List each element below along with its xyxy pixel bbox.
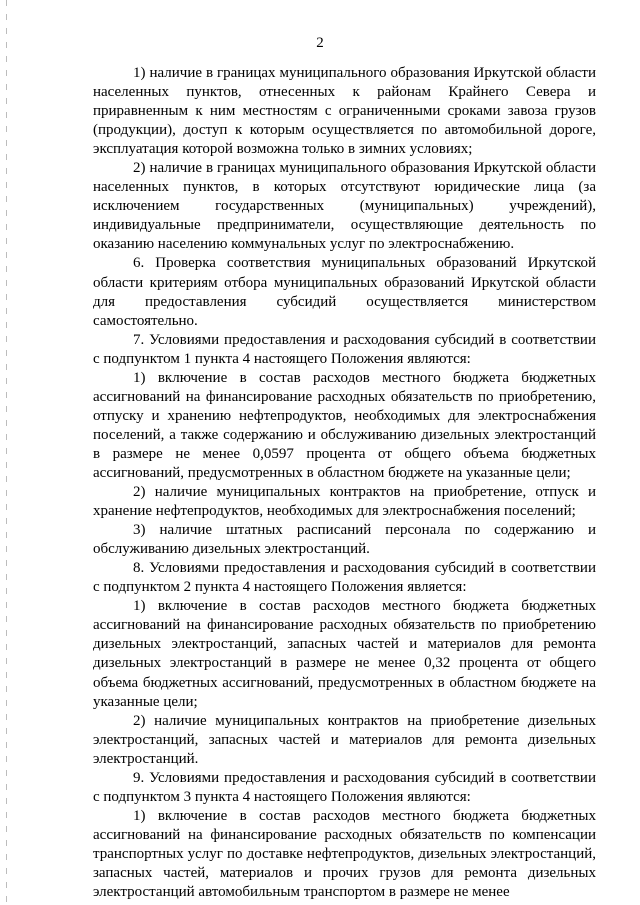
scan-edge-mark — [6, 0, 7, 905]
paragraph-section-7: 7. Условиями предоставления и расходования субсидий в соответствии с подпунктом 1 пункта 4 настоящего Положения являются: — [93, 331, 596, 367]
paragraph-section-8-item-2: 2) наличие муниципальных контрактов на приобретение дизельных электростанций, запасных частей и материалов для ремонта дизельных электростанций. — [93, 712, 596, 767]
paragraph-section-8-item-1: 1) включение в состав расходов местного бюджета бюджетных ассигнований на финансирование расходных обязательств по приобретению дизельных электростанций, запасных частей и материалов для ремонта дизельных электростанций в размере не менее 0,32 процента от общего объема бюджетных ассигнований, предусмотренных в областном бюджете на указанные цели; — [93, 598, 596, 710]
document-body — [93, 64, 596, 902]
paragraph-section-6: 6. Проверка соответствия муниципальных образований Иркутской области критериям отбора муниципальных образований Иркутской области для предоставления субсидий осуществляется министерством самостоятельно. — [93, 255, 596, 329]
paragraph-section-7-item-2: 2) наличие муниципальных контрактов на приобретение, отпуск и хранение нефтепродуктов, необходимых для электроснабжения поселений; — [93, 484, 596, 520]
paragraph-criterion-1: 1) наличие в границах муниципального образования Иркутской области населенных пунктов, отнесенных к районам Крайнего Севера и приравненным к ним местностям с ограниченными сроками завоза грузов (продукции), доступ к которым осуществляется по автомобильной дороге, эксплуатация которой возможна только в зимних условиях; — [93, 65, 596, 158]
paragraph-section-7-item-1: 1) включение в состав расходов местного бюджета бюджетных ассигнований на финансирование расходных обязательств по приобретению, отпуску и хранению нефтепродуктов, необходимых для электроснабжения поселений, а также содержанию и обслуживанию дизельных электростанций в размере не менее 0,0597 процента от общего объема бюджетных ассигнований, предусмотренных в областном бюджете на указанные цели; — [93, 369, 596, 481]
paragraph-section-9-item-1: 1) включение в состав расходов местного бюджета бюджетных ассигнований на финансирование расходных обязательств по компенсации транспортных услуг по доставке нефтепродуктов, дизельных электростанций, запасных частей, материалов и прочих грузов для ремонта дизельных электростанций автомобильным транспортом в размере не менее — [93, 807, 596, 901]
paragraph-section-8: 8. Условиями предоставления и расходования субсидий в соответствии с подпунктом 2 пункта 4 настоящего Положения является: — [93, 560, 596, 596]
page-number: 2 — [316, 35, 324, 51]
paragraph-section-9: 9. Условиями предоставления и расходования субсидий в соответствии с подпунктом 3 пункта 4 настоящего Положения являются: — [93, 769, 596, 805]
paragraph-section-7-item-3: 3) наличие штатных расписаний персонала по содержанию и обслуживанию дизельных электростанций. — [93, 522, 596, 558]
paragraph-criterion-2: 2) наличие в границах муниципального образования Иркутской области населенных пунктов, в которых отсутствуют юридические лица (за исключением государственных (муниципальных) учреждений), индивидуальные предприниматели, осуществляющие деятельность по оказанию населению коммунальных услуг по электроснабжению. — [93, 160, 596, 253]
